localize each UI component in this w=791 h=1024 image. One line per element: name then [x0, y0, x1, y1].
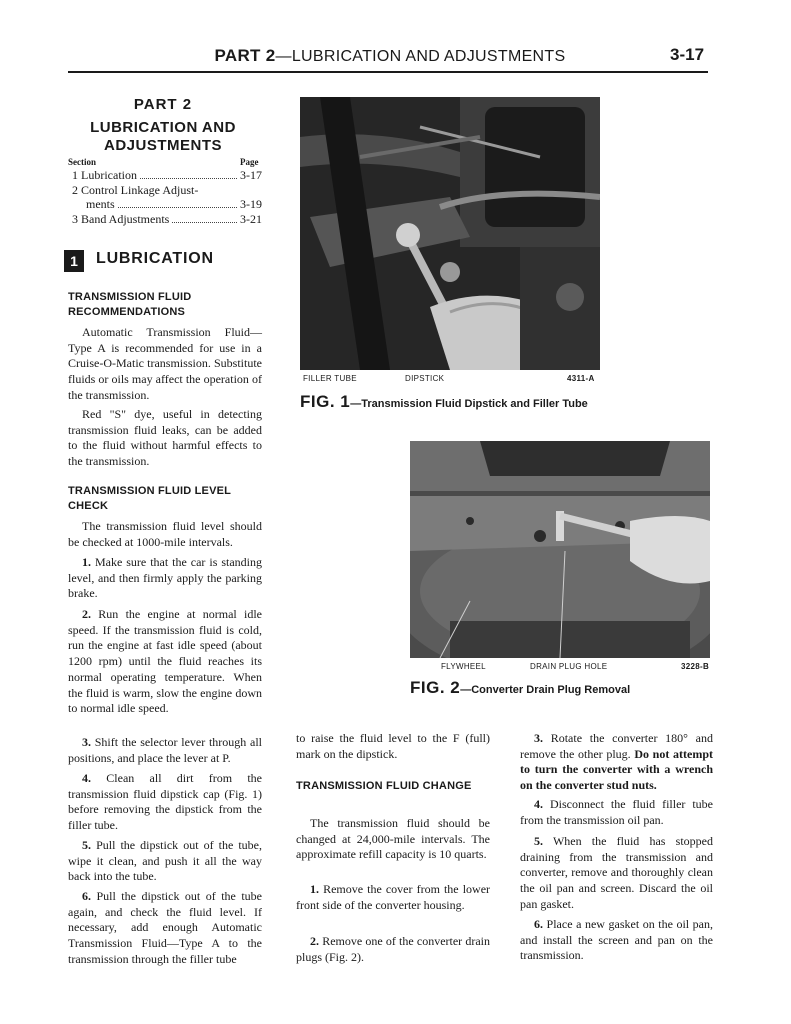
step-number: 5. [82, 838, 91, 852]
step-number: 5. [534, 834, 543, 848]
converter-photo-illustration [410, 441, 710, 658]
page-number: 3-17 [670, 45, 705, 64]
step-text: Pull the dipstick out of the tube again, and check the fluid level. If necessary, add enough Automatic Transmission Fluid—Type A to the transmission through the filler tube [68, 889, 263, 966]
subheading-fluid-level-check: TRANSMISSION FLUID LEVEL CHECK [68, 485, 231, 512]
step-number: 6. [82, 889, 91, 903]
fig1-caption-text: —Transmission Fluid Dipstick and Filler Tube [350, 398, 588, 410]
step [68, 838, 262, 885]
figure-2-photo [410, 441, 710, 658]
paragraph [296, 816, 490, 863]
step-text: Make sure that the car is standing level, and then firmly apply the parking brake. [68, 555, 262, 601]
toc-leader [172, 212, 237, 223]
figure-1-caption [300, 392, 588, 412]
step [296, 882, 490, 913]
step [520, 917, 713, 964]
fig2-number: FIG. 2 [410, 678, 461, 697]
step-text: Shift the selector lever through all positions, and place the lever at P. [68, 735, 262, 765]
running-header [200, 46, 580, 66]
toc-item-num: 3 [72, 212, 78, 226]
step-text: Disconnect the fluid filler tube from the transmission oil pan. [520, 797, 714, 827]
header-part: PART 2 [214, 46, 276, 65]
step-number: 3. [534, 731, 543, 745]
step [68, 555, 262, 602]
paragraph [68, 519, 262, 550]
fig2-caption-text: —Converter Drain Plug Removal [460, 684, 631, 696]
toc-item-page: 3-21 [240, 212, 262, 226]
header-rule [68, 71, 708, 73]
step-number: 6. [534, 917, 543, 931]
fig1-code: 4311-A [567, 374, 595, 383]
paragraph [68, 407, 262, 470]
step [68, 607, 262, 717]
toc-item-label: Band Adjustments [81, 212, 170, 226]
fig2-label-drain-plug-hole: DRAIN PLUG HOLE [530, 662, 608, 671]
figure-1-photo [300, 97, 600, 370]
step [520, 834, 713, 913]
step-text: When the fluid has stopped draining from the transmission and converter, remove and thoroughly clean the oil pan and screen. Discard the oil pan gasket. [520, 834, 713, 911]
toc-item-label: Lubrication [81, 168, 137, 182]
step-text: Place a new gasket on the oil pan, and install the screen and pan on the transmission. [520, 917, 713, 963]
paragraph-text: The transmission fluid level should be checked at 1000-mile intervals. [68, 519, 262, 549]
paragraph-text: Red "S" dye, useful in detecting transmission fluid leaks, can be added to the fluid without harmful effects to the transmission. [68, 407, 262, 469]
subheading-fluid-change: TRANSMISSION FLUID CHANGE [296, 780, 472, 792]
section-title: LUBRICATION [96, 250, 214, 267]
step-number: 2. [310, 934, 319, 948]
toc-title-line1: LUBRICATION AND [90, 119, 236, 136]
paragraph [68, 325, 262, 404]
step [296, 934, 490, 965]
paragraph-text: Automatic Transmission Fluid—Type A is recommended for use in a Cruise-O-Matic transmission. Substitute fluids or oils may affect the operation of the transmission. [68, 325, 262, 402]
step-text: Remove the cover from the lower front side of the converter housing. [296, 882, 491, 912]
step [520, 797, 713, 828]
section-number-badge: 1 [64, 250, 84, 272]
step-text: Remove one of the converter drain plugs (Fig. 2). [296, 934, 491, 964]
paragraph-text: to raise the fluid level to the F (full) mark on the dipstick. [296, 731, 490, 761]
paragraph-text: The transmission fluid should be changed at 24,000-mile intervals. The approximate refill capacity is 10 quarts. [296, 816, 490, 862]
figure-2-caption [410, 678, 630, 698]
toc-item-num: 2 [72, 183, 78, 197]
step [68, 735, 262, 766]
step-text: Run the engine at normal idle speed. If the transmission fluid is cold, run the engine at fast idle speed (about 1200 rpm) until the fluid reaches its normal operating temperature. When the fluid is warm, slow the engine down to normal idle speed. [68, 607, 263, 716]
toc-item [72, 168, 262, 183]
toc-item [72, 212, 262, 227]
step-text: Pull the dipstick out of the tube, wipe it clean, and push it all the way back into the tube. [68, 838, 263, 884]
step [68, 889, 262, 968]
toc-item-label: Control Linkage Adjust- [81, 183, 199, 197]
step-number: 1. [310, 882, 319, 896]
step-number: 2. [82, 607, 91, 621]
toc-title-line2: ADJUSTMENTS [103, 137, 222, 154]
fig1-number: FIG. 1 [300, 392, 351, 411]
toc-leader [118, 197, 237, 208]
step-number: 4. [82, 771, 91, 785]
toc-page-header: Page [240, 157, 259, 167]
toc-part-title: PART 2 [133, 96, 193, 113]
step [520, 731, 713, 794]
toc-item-page: 3-17 [240, 168, 262, 182]
toc-section-header: Section [68, 157, 96, 167]
toc-item [86, 197, 262, 212]
paragraph [296, 731, 490, 762]
step-number: 1. [82, 555, 91, 569]
header-title: —LUBRICATION AND ADJUSTMENTS [275, 48, 566, 65]
toc-leader [140, 168, 237, 179]
step [68, 771, 262, 834]
toc-item [72, 183, 262, 198]
step-text: Rotate the converter 180° and remove the other plug. [520, 731, 713, 761]
toc-item-num: 1 [72, 168, 78, 182]
subheading-fluid-recommendations: TRANSMISSION FLUID RECOMMENDATIONS [68, 291, 192, 318]
step-text: Clean all dirt from the transmission fluid dipstick cap (Fig. 1) before removing the dipstick from the filler tube. [68, 771, 263, 833]
fig2-code: 3228-B [681, 662, 710, 671]
toc-item-page: 3-19 [240, 197, 262, 211]
warning-text: Do not attempt to turn the converter with a wrench on the converter stud nuts. [520, 746, 713, 793]
fig1-label-dipstick: DIPSTICK [405, 374, 445, 383]
step-number: 3. [82, 735, 91, 749]
fig2-label-flywheel: FLYWHEEL [441, 662, 486, 671]
fig1-label-filler-tube: FILLER TUBE [303, 374, 357, 383]
dipstick-photo-illustration [300, 97, 600, 370]
toc-item-label: ments [86, 197, 115, 211]
step-number: 4. [534, 797, 543, 811]
